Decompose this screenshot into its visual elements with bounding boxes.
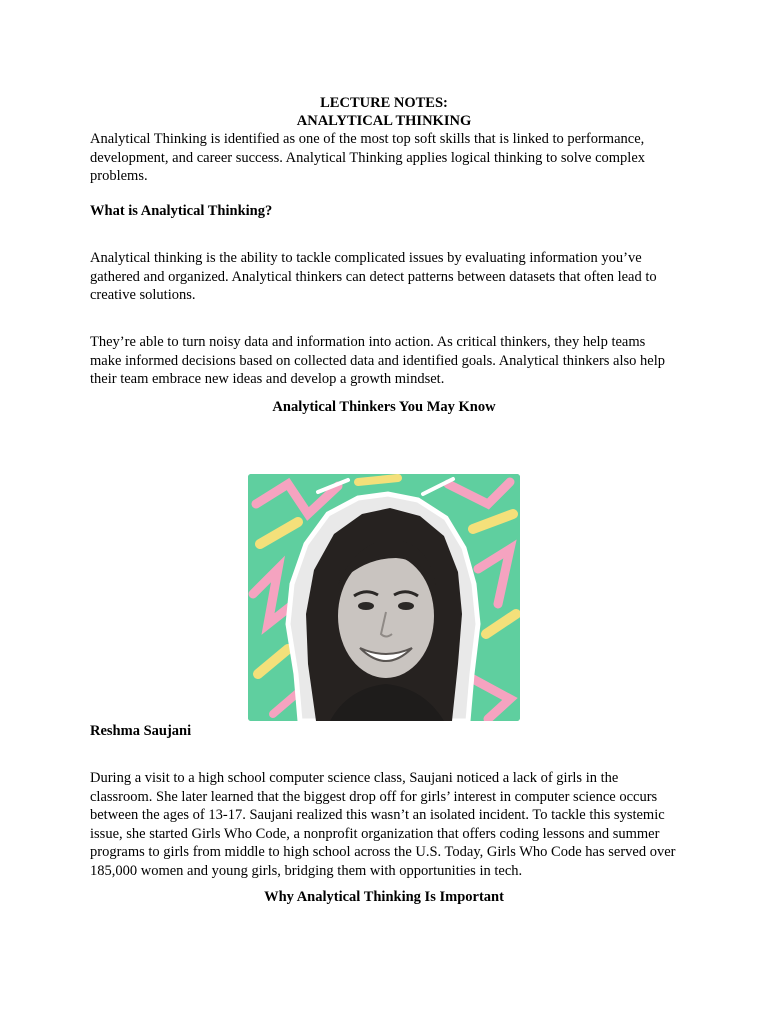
person-name: Reshma Saujani [90, 723, 192, 739]
title-line-1: LECTURE NOTES: [320, 95, 448, 111]
section-heading-what-is: What is Analytical Thinking? [90, 203, 273, 219]
title-line-2: ANALYTICAL THINKING [296, 113, 472, 129]
document-title [90, 94, 678, 130]
definition-paragraph: Analytical thinking is the ability to tackle complicated issues by evaluating information you’ve gathered and organized. Analytical thinkers can detect patterns between datasets that often lead to creative solutions. [90, 250, 657, 303]
portrait-photo [248, 474, 520, 721]
action-paragraph: They’re able to turn noisy data and information into action. As critical thinkers, they help teams make informed decisions based on collected data and identified goals. Analytical thinkers also help their team embrace new ideas and develop a growth mindset. [90, 334, 665, 387]
portrait-illustration [248, 474, 520, 721]
section-heading-importance: Why Analytical Thinking Is Important [264, 889, 504, 905]
intro-paragraph: Analytical Thinking is identified as one of the most top soft skills that is linked to performance, development, and career success. Analytical Thinking applies logical thinking to solve complex problems. [90, 131, 646, 184]
section-heading-thinkers: Analytical Thinkers You May Know [272, 399, 496, 415]
person-bio-paragraph: During a visit to a high school computer science class, Saujani noticed a lack of girls in the classroom. She later learned that the biggest drop off for girls’ interest in computer science occurs between the ages of 13-17. Saujani realized this wasn’t an isolated incident. To tackle this systemic issue, she started Girls Who Code, a nonprofit organization that offers coding lessons and summer programs to girls from middle to high school across the U.S. Today, Girls Who Code has served over 185,000 women and young girls, bridging them with opportunities in tech. [90, 770, 676, 879]
